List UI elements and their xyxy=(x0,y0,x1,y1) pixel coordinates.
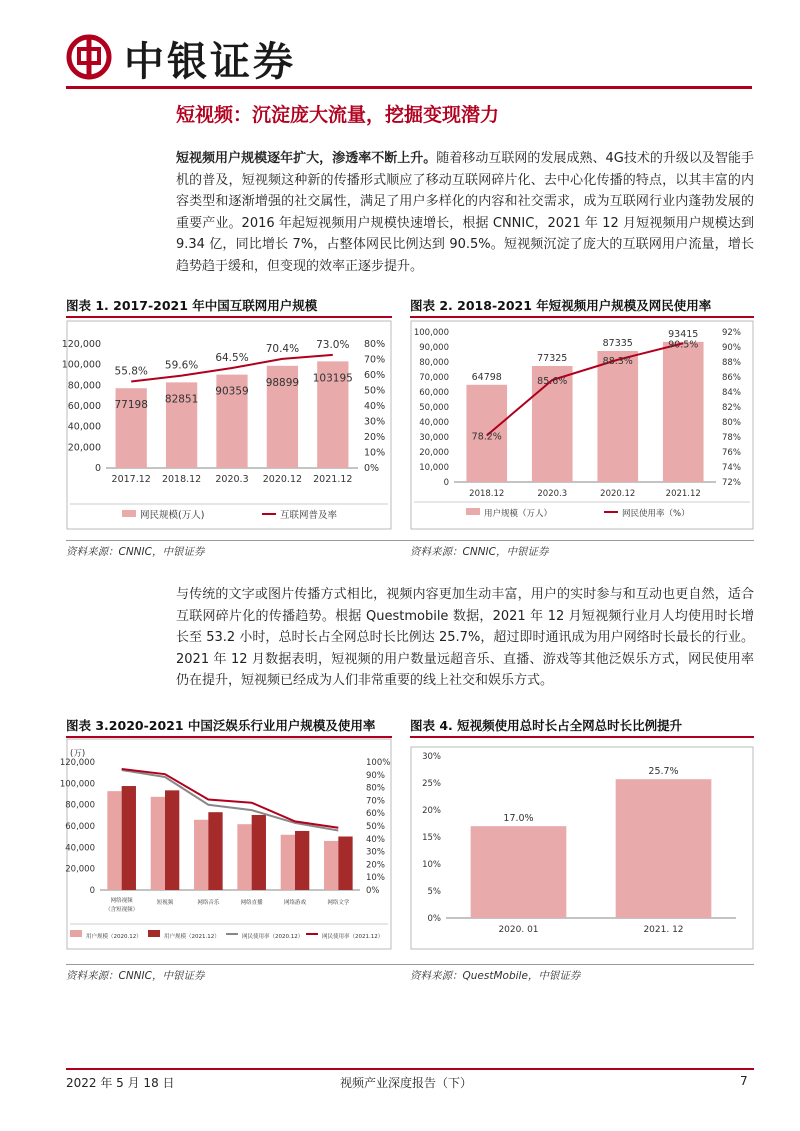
figure-1-title: 图表 1. 2017-2021 年中国互联网用户规模 xyxy=(66,298,318,313)
page-number: 7 xyxy=(740,1074,748,1088)
bar-value-label: 64798 xyxy=(471,371,502,383)
bar xyxy=(237,824,251,890)
y-tick-label: 20,000 xyxy=(65,864,95,875)
line-value-label: 88.3% xyxy=(602,355,633,367)
legend-label: 网民使用率（2021.12） xyxy=(322,934,384,940)
y2-tick-label: 86% xyxy=(722,373,741,383)
legend-label: 用户规模（2021.12） xyxy=(164,934,220,940)
line-value-label: 73.0% xyxy=(316,338,350,351)
bar xyxy=(151,797,165,890)
y-tick-label: 10% xyxy=(422,860,441,870)
y2-tick-label: 30% xyxy=(366,847,385,858)
y2-tick-label: 10% xyxy=(366,873,385,884)
paragraph-1-body: 随着移动互联网的发展成熟、4G技术的升级以及智能手机的普及，短视频这种新的传播形式顺应了移动互联网碎片化、去中心化传播的特点，以其丰富的内容类型和逐渐增强的社交属性，满足了用户多样化的内容和社交需求，成为互联网行业内蓬勃发展的重要产业。2016 年起短视频用户规模快速增长，根据 CNNIC，2021 年 12 月短视频用户规模达到 9.34 亿，同比增长 7%，占整体网民比例达到 90.5%。短视频沉淀了庞大的互联网用户流量，增长趋势趋于缓和，但变现的效率正逐步提升。 xyxy=(176,151,754,274)
bar-value-label: 82851 xyxy=(164,393,199,406)
figure-3-title: 图表 3.2020-2021 中国泛娱乐行业用户规模及使用率 xyxy=(66,718,376,733)
paragraph-2-body: 与传统的文字或图片传播方式相比，视频内容更加生动丰富，用户的实时参与和互动也更自然，适合互联网碎片化的传播趋势。根据 Questmobile 数据，2021 年 12 月短视频行业月人均使用时长增长至 53.2 小时，总时长占全网总时长比例达 25.7%，超过即时通讯成为用户网络时长最长的行业。2021 年 12 月数据表明，短视频的用户数量远超音乐、直播、游戏等其他泛娱乐方式，网民使用率仍在提升，短视频已经成为人们非常重要的线上社交和娱乐方式。 xyxy=(176,587,754,688)
x-tick-label: 2017.12 xyxy=(111,474,151,485)
bar xyxy=(281,835,295,890)
line-value-label: 90.5% xyxy=(668,339,699,351)
x-tick-label: 网络视频 xyxy=(110,898,133,904)
y2-tick-label: 20% xyxy=(366,860,385,871)
figure-4-title: 图表 4. 短视频使用总时长占全网总时长比例提升 xyxy=(410,718,683,733)
x-tick-label: 2020.12 xyxy=(262,474,303,485)
bar xyxy=(324,841,338,890)
legend-swatch xyxy=(148,930,160,937)
y-tick-label: 60,000 xyxy=(419,388,449,398)
y2-tick-label: 70% xyxy=(364,354,386,366)
y-tick-label: 40,000 xyxy=(419,418,449,428)
y2-tick-label: 60% xyxy=(366,809,385,820)
bar-value-label: 93415 xyxy=(668,328,699,340)
x-tick-label: 2020.3 xyxy=(537,489,568,499)
y2-tick-label: 40% xyxy=(364,401,386,412)
figure-4-chart xyxy=(410,746,754,950)
bar xyxy=(252,815,266,890)
x-tick-label: 网络音乐 xyxy=(197,900,220,906)
y-tick-label: 80,000 xyxy=(419,358,449,368)
x-tick-label: 网络直播 xyxy=(240,900,263,906)
line-value-label: 59.6% xyxy=(164,359,199,372)
y-tick-label: 20,000 xyxy=(419,448,449,458)
bar-value-label: 98899 xyxy=(265,376,300,389)
x-tick-label: 2021.12 xyxy=(313,474,353,485)
y-tick-label: 70,000 xyxy=(419,373,449,383)
y2-tick-label: 60% xyxy=(364,370,386,381)
figure-2-chart xyxy=(410,320,754,530)
x-tick-label: 2020.3 xyxy=(215,474,249,485)
bar-value-label: 103195 xyxy=(312,372,353,385)
bar-value-label: 77198 xyxy=(114,399,148,412)
y-tick-label: 20% xyxy=(422,806,441,816)
source-divider-2 xyxy=(66,964,754,965)
figure-2-source: 资料来源：CNNIC，中银证券 xyxy=(410,546,549,558)
y2-tick-label: 40% xyxy=(366,834,385,845)
y-tick-label: 60,000 xyxy=(65,822,95,832)
legend-label: 用户规模（万人） xyxy=(484,509,553,519)
y-tick-label: 30,000 xyxy=(419,433,449,443)
x-tick-label: （含短视频） xyxy=(105,907,139,913)
bar xyxy=(597,351,638,482)
bar xyxy=(165,790,179,890)
company-name: 中银证券 xyxy=(124,38,296,85)
line-value-label: 85.6% xyxy=(537,376,568,387)
y2-tick-label: 0% xyxy=(366,886,380,896)
x-tick-label: 2020.12 xyxy=(600,489,636,499)
y2-tick-label: 10% xyxy=(364,447,386,459)
y-tick-label: 25% xyxy=(422,779,441,789)
line-value-label: 64.5% xyxy=(215,352,249,365)
figure-4-source: 资料来源：QuestMobile，中银证券 xyxy=(410,970,581,982)
bar-value-label: 25.7% xyxy=(648,766,679,778)
y2-tick-label: 100% xyxy=(366,758,391,768)
bar xyxy=(122,786,136,890)
y2-tick-label: 80% xyxy=(722,418,741,428)
source-divider xyxy=(66,540,754,541)
legend-label: 用户规模（2020.12） xyxy=(86,934,142,940)
bar xyxy=(194,820,208,890)
footer-date: 2022 年 5 月 18 日 xyxy=(66,1076,175,1090)
y2-tick-label: 50% xyxy=(364,385,386,397)
line-value-label: 70.4% xyxy=(265,342,300,355)
figure-1-source: 资料来源：CNNIC，中银证券 xyxy=(66,546,205,558)
y2-tick-label: 70% xyxy=(366,796,385,807)
y2-tick-label: 74% xyxy=(722,463,741,473)
figure-1-rule xyxy=(66,316,392,318)
figure-1-chart xyxy=(61,320,392,530)
bar xyxy=(107,791,121,890)
bar xyxy=(338,836,352,890)
y-tick-label: 100,000 xyxy=(59,779,95,790)
line-value-label: 55.8% xyxy=(114,365,148,378)
header xyxy=(0,0,800,100)
paragraph-1-lead: 短视频用户规模逐年扩大，渗透率不断上升。 xyxy=(176,151,437,166)
boc-logo-icon xyxy=(66,34,112,80)
y2-tick-label: 80% xyxy=(364,339,386,350)
y-tick-label: 0% xyxy=(427,914,441,924)
y2-tick-label: 76% xyxy=(722,448,741,458)
y2-tick-label: 82% xyxy=(722,403,741,413)
y-tick-label: 50,000 xyxy=(419,403,449,413)
figure-2-title: 图表 2. 2018-2021 年短视频用户规模及网民使用率 xyxy=(410,298,712,313)
x-tick-label: 2021.12 xyxy=(665,489,701,499)
y2-tick-label: 30% xyxy=(364,416,386,428)
bar-value-label: 77325 xyxy=(537,353,568,365)
y2-tick-label: 90% xyxy=(366,770,385,781)
header-rule xyxy=(66,86,752,89)
bar xyxy=(663,342,704,482)
bar xyxy=(471,826,567,918)
y-tick-label: 0 xyxy=(94,463,101,474)
y-tick-label: 20,000 xyxy=(67,442,101,454)
x-tick-label: 短视频 xyxy=(156,900,174,906)
bar-value-label: 90359 xyxy=(215,385,249,398)
y2-tick-label: 80% xyxy=(366,783,385,794)
bar xyxy=(616,779,712,918)
legend-label: 网民使用率（%） xyxy=(622,509,690,519)
paragraph-2 xyxy=(176,584,754,692)
y-tick-label: 100,000 xyxy=(413,328,449,338)
x-tick-label: 2020. 01 xyxy=(498,925,539,935)
legend-swatch xyxy=(466,508,480,515)
y2-tick-label: 50% xyxy=(366,822,385,832)
y2-tick-label: 20% xyxy=(364,432,386,443)
legend-swatch xyxy=(122,510,136,517)
x-tick-label: 2021. 12 xyxy=(643,925,684,935)
y2-tick-label: 92% xyxy=(722,328,741,338)
y2-tick-label: 84% xyxy=(722,388,741,398)
figure-3-chart xyxy=(59,738,392,950)
footer-rule xyxy=(66,1068,754,1070)
legend-label: 网民使用率（2020.12） xyxy=(242,934,304,940)
y-tick-label: 90,000 xyxy=(419,343,449,353)
y-tick-label: 120,000 xyxy=(61,339,101,350)
y-tick-label: 10,000 xyxy=(419,463,449,473)
paragraph-1 xyxy=(176,148,754,277)
y2-tick-label: 78% xyxy=(722,433,741,443)
y-tick-label: 30% xyxy=(422,752,441,762)
y-tick-label: 100,000 xyxy=(61,359,101,371)
y2-tick-label: 88% xyxy=(722,358,741,368)
y-tick-label: 120,000 xyxy=(59,758,95,768)
y2-tick-label: 0% xyxy=(364,463,380,474)
y-tick-label: 80,000 xyxy=(67,380,101,392)
y-axis-unit: (万) xyxy=(70,749,86,759)
y-tick-label: 5% xyxy=(427,887,441,897)
x-tick-label: 2018.12 xyxy=(161,474,202,485)
x-tick-label: 2018.12 xyxy=(469,489,505,499)
figure-4-rule xyxy=(410,736,754,738)
y-tick-label: 80,000 xyxy=(65,800,95,811)
bar-value-label: 87335 xyxy=(602,337,633,349)
line-value-label: 78.2% xyxy=(471,431,502,443)
x-tick-label: 网络游戏 xyxy=(283,900,307,906)
figure-3-source: 资料来源：CNNIC，中银证券 xyxy=(66,970,205,982)
y-tick-label: 0 xyxy=(443,478,449,488)
y-tick-label: 60,000 xyxy=(67,401,101,412)
figure-2-rule xyxy=(410,316,754,318)
y2-tick-label: 90% xyxy=(722,343,741,353)
bar-value-label: 17.0% xyxy=(503,813,534,825)
footer-report-title: 视频产业深度报告（下） xyxy=(340,1076,473,1090)
legend-label: 网民规模(万人) xyxy=(140,510,205,521)
x-tick-label: 网络文学 xyxy=(327,900,350,906)
section-title: 短视频：沉淀庞大流量，挖掘变现潜力 xyxy=(176,104,500,126)
bar xyxy=(208,812,222,890)
y-tick-label: 40,000 xyxy=(65,843,95,854)
legend-swatch xyxy=(70,930,82,937)
y-tick-label: 40,000 xyxy=(67,421,101,433)
y-tick-label: 0 xyxy=(89,886,95,896)
y-tick-label: 15% xyxy=(422,833,441,843)
y2-tick-label: 72% xyxy=(722,478,741,488)
legend-label: 互联网普及率 xyxy=(280,510,338,521)
bar xyxy=(295,831,309,890)
